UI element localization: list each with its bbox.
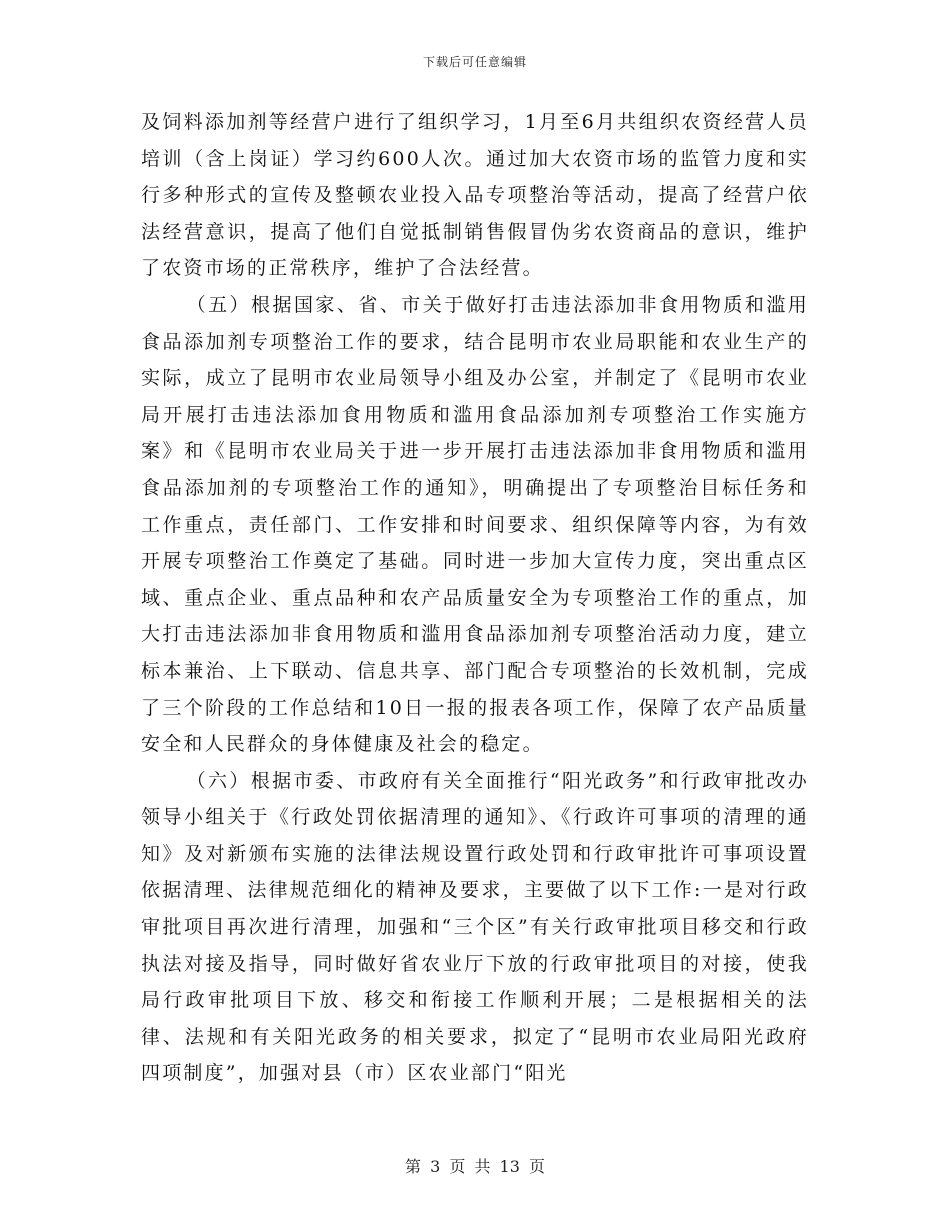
page-header: 下载后可任意编辑 xyxy=(422,55,527,69)
paragraph-section-6: （六）根据市委、市政府有关全面推行“阳光政务”和行政审批改办领导小组关于《行政处罚依据清理的通知》、《行政许可事项的清理的通知》及对新颁布实施的法律法规设置行政处罚和行政审批许可事项设置依据清理、法律规范细化的精神及要求，主要做了以下工作:一是对行政审批项目再次进行清理，加强和“三个区”有关行政审批项目移交和行政执法对接及指导，同时做好省农业厅下放的行政审批项目的对接，使我局行政审批项目下放、移交和衔接工作顺利开展；二是根据相关的法律、法规和有关阳光政务的相关要求，拟定了“昆明市农业局阳光政府四项制度”，加强对县（市）区农业部门“阳光 xyxy=(141,769,809,1085)
paragraph-continuation: 及饲料添加剂等经营户进行了组织学习，1月至6月共组织农资经营人员培训（含上岗证）学习约600人次。通过加大农资市场的监管力度和实行多种形式的宣传及整顿农业投入品专项整治等活动，提高了经营户依法经营意识，提高了他们自觉抵制销售假冒伪劣农资商品的意识，维护了农资市场的正常秩序，维护了合法经营。 xyxy=(141,111,809,280)
paragraph-section-5: （五）根据国家、省、市关于做好打击违法添加非食用物质和滥用食品添加剂专项整治工作的要求，结合昆明市农业局职能和农业生产的实际，成立了昆明市农业局领导小组及办公室，并制定了《昆明市农业局开展打击违法添加食用物质和滥用食品添加剂专项整治工作实施方案》和《昆明市农业局关于进一步开展打击违法添加非食用物质和滥用食品添加剂的专项整治工作的通知》，明确提出了专项整治目标任务和工作重点，责任部门、工作安排和时间要求、组织保障等内容，为有效开展专项整治工作奠定了基础。同时进一步加大宣传力度，突出重点区域、重点企业、重点品种和农产品质量安全为专项整治工作的重点，加大打击违法添加非食用物质和滥用食品添加剂专项整治活动力度，建立标本兼治、上下联动、信息共享、部门配合专项整治的长效机制，完成了三个阶段的工作总结和10日一报的报表各项工作，保障了农产品质量安全和人民群众的身体健康及社会的稳定。 xyxy=(141,293,809,756)
page-footer: 第 3 页 共 13 页 xyxy=(405,1157,545,1176)
document-body xyxy=(141,104,809,1092)
